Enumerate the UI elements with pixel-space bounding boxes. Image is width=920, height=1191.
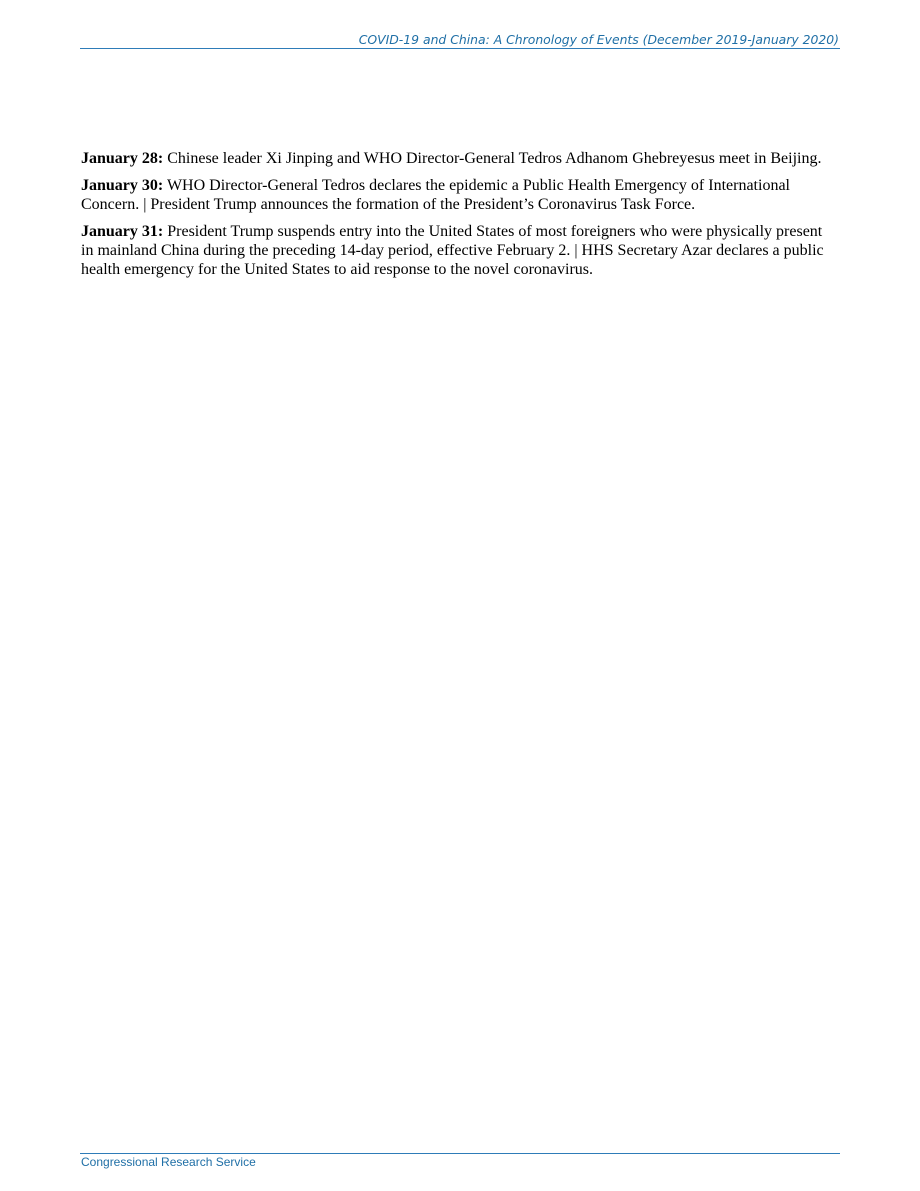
entry-date: January 31: <box>81 223 164 240</box>
running-header-title: COVID-19 and China: A Chronology of Events (December 2019-January 2020) <box>358 32 839 47</box>
entry-text: Chinese leader Xi Jinping and WHO Director-General Tedros Adhanom Ghebreyesus meet in Beijing. <box>163 150 822 167</box>
entry-text: President Trump suspends entry into the United States of most foreigners who were physically present in mainland China during the preceding 14-day period, effective February 2. | HHS Secretary Azar declares a public health emergency for the United States to aid response to the novel coronavirus. <box>81 223 824 278</box>
entry-date: January 28: <box>81 150 164 167</box>
chronology-entry-jan-31 <box>81 222 826 279</box>
chronology-entries <box>81 149 826 287</box>
entry-text: WHO Director-General Tedros declares the epidemic a Public Health Emergency of International Concern. | President Trump announces the formation of the President’s Coronavirus Task Force. <box>81 177 790 213</box>
chronology-entry-jan-30 <box>81 176 826 214</box>
footer-organization: Congressional Research Service <box>81 1155 256 1169</box>
entry-date: January 30: <box>81 177 164 194</box>
chronology-entry-jan-28 <box>81 149 826 168</box>
header-divider <box>80 48 840 49</box>
footer-divider <box>80 1153 840 1154</box>
